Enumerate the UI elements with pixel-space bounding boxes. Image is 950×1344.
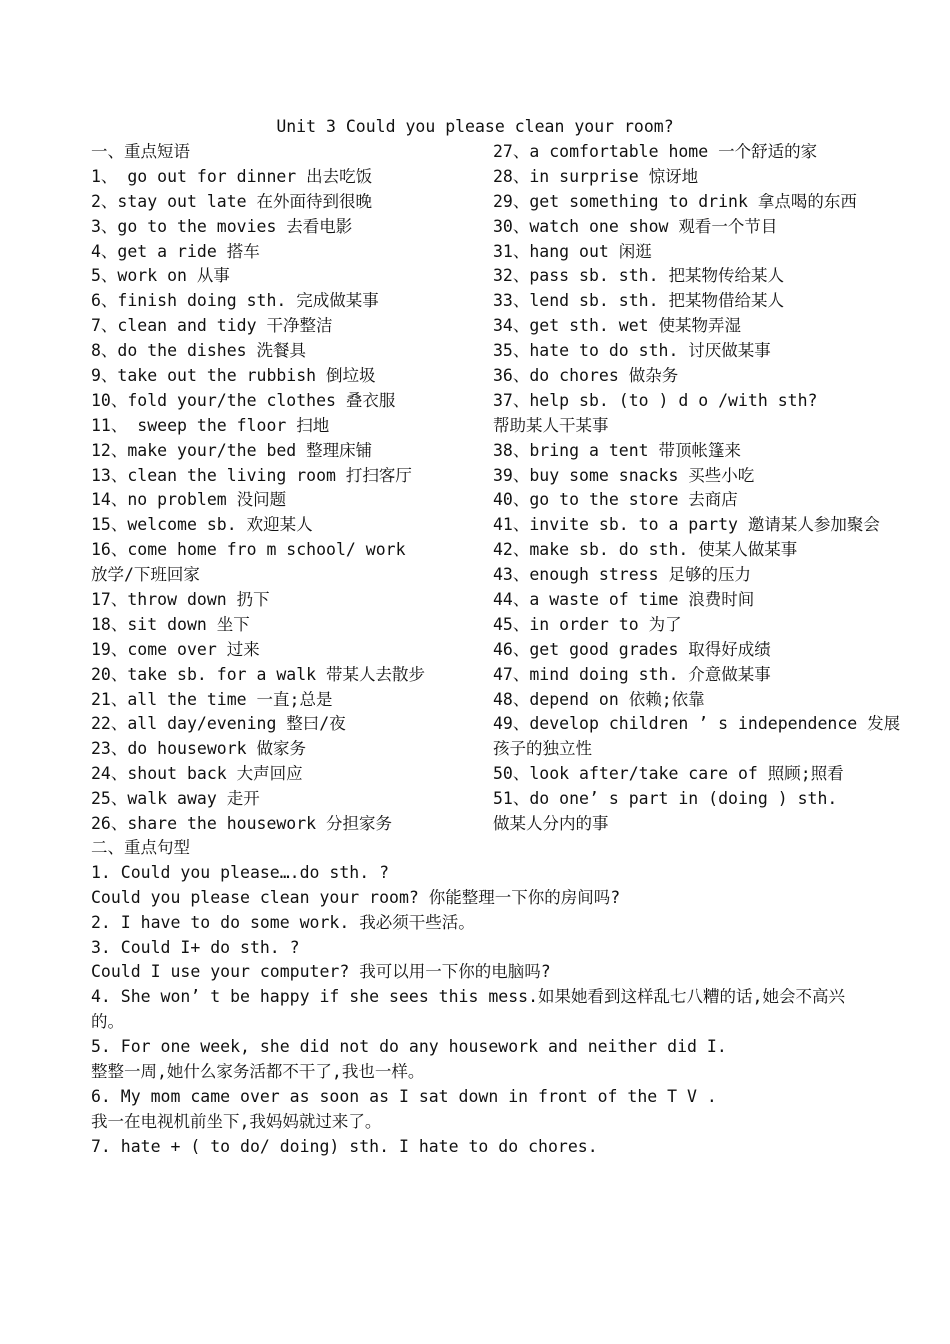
phrase-line: 49、develop children ’ s independence 发展	[493, 714, 901, 734]
sentence-line: 6. My mom came over as soon as I sat down in front of the T V .	[91, 1086, 717, 1106]
phrase-line: 27、a comfortable home 一个舒适的家	[493, 142, 818, 161]
sentence-line: 4. She won’ t be happy if she sees this mess.如果她看到这样乱七八糟的话,她会不高兴	[91, 987, 845, 1007]
phrase-line: 帮助某人干某事	[493, 415, 609, 435]
phrase-line: 14、no problem 没问题	[91, 490, 287, 510]
phrase-line: 21、all the time 一直;总是	[91, 689, 333, 709]
phrase-line: 37、help sb. (to ) d o /with sth?	[493, 390, 818, 410]
phrase-line: 50、look after/take care of 照顾;照看	[493, 764, 844, 784]
sentence-line: 5. For one week, she did not do any housework and neither did I.	[91, 1037, 727, 1057]
phrase-line: 20、take sb. for a walk 带某人去散步	[91, 664, 426, 684]
phrase-line: 38、bring a tent 带顶帐篷来	[493, 440, 742, 460]
phrase-line: 34、get sth. wet 使某物弄湿	[493, 316, 742, 336]
sentence-line: 3. Could I+ do sth. ?	[91, 937, 300, 957]
phrase-line: 10、fold your/the clothes 叠衣服	[91, 390, 396, 410]
phrase-line: 孩子的独立性	[493, 739, 592, 759]
phrase-line: 11、 sweep the floor 扫地	[91, 415, 330, 435]
phrases-left-column	[91, 140, 486, 837]
phrase-line: 46、get good grades 取得好成绩	[493, 639, 771, 659]
sentence-line: 7. hate + ( to do/ doing) sth. I hate to do chores.	[91, 1136, 598, 1156]
section-heading-sentences: 二、重点句型	[91, 838, 190, 857]
phrases-right-column	[493, 140, 901, 837]
phrase-line: 9、take out the rubbish 倒垃圾	[91, 366, 376, 386]
phrase-line: 39、buy some snacks 买些小吃	[493, 465, 755, 485]
phrase-line: 30、watch one show 观看一个节目	[493, 216, 778, 236]
phrase-line: 12、make your/the bed 整理床铺	[91, 440, 373, 460]
phrase-line: 31、hang out 闲逛	[493, 241, 652, 261]
phrase-line: 2、stay out late 在外面待到很晚	[91, 191, 373, 211]
phrase-line: 23、do housework 做家务	[91, 739, 307, 759]
sentence-line: 整整一周,她什么家务活都不干了,我也一样。	[91, 1062, 425, 1082]
sentence-line: 我一在电视机前坐下,我妈妈就过来了。	[91, 1111, 382, 1131]
sentence-line: 的。	[91, 1012, 124, 1032]
phrase-line: 4、get a ride 搭车	[91, 241, 260, 261]
phrase-line: 48、depend on 依赖;依靠	[493, 689, 705, 709]
phrase-line: 44、a waste of time 浪费时间	[493, 590, 755, 610]
phrase-line: 1、 go out for dinner 出去吃饭	[91, 166, 373, 186]
phrase-line: 8、do the dishes 洗餐具	[91, 341, 307, 361]
section-heading-phrases: 一、重点短语	[91, 142, 190, 161]
phrase-line: 7、clean and tidy 干净整洁	[91, 316, 333, 336]
phrase-line: 6、finish doing sth. 完成做某事	[91, 291, 379, 311]
phrase-line: 40、go to the store 去商店	[493, 490, 738, 510]
phrase-line: 22、all day/evening 整曰/夜	[91, 714, 346, 734]
phrase-line: 13、clean the living room 打扫客厅	[91, 465, 412, 485]
phrase-line: 25、walk away 走开	[91, 789, 260, 809]
phrase-line: 43、enough stress 足够的压力	[493, 565, 751, 585]
phrase-line: 放学/下班回家	[91, 565, 200, 585]
phrase-line: 26、share the housework 分担家务	[91, 814, 393, 834]
phrase-line: 18、sit down 坐下	[91, 614, 250, 634]
phrase-line: 15、welcome sb. 欢迎某人	[91, 515, 313, 535]
phrase-line: 29、get something to drink 拿点喝的东西	[493, 191, 857, 211]
phrase-line: 36、do chores 做杂务	[493, 366, 679, 386]
phrase-line: 32、pass sb. sth. 把某物传给某人	[493, 266, 784, 286]
sentence-line: 2. I have to do some work. 我必须干些活。	[91, 912, 475, 932]
sentence-line: Could I use your computer? 我可以用一下你的电脑吗?	[91, 962, 551, 982]
sentence-line: Could you please clean your room? 你能整理一下你的房间吗?	[91, 887, 621, 907]
phrase-line: 5、work on 从事	[91, 266, 230, 286]
phrase-line: 24、shout back 大声回应	[91, 764, 303, 784]
phrase-line: 41、invite sb. to a party 邀请某人参加聚会	[493, 515, 880, 535]
sentence-line: 1. Could you please….do sth. ?	[91, 862, 390, 882]
phrase-line: 19、come over 过来	[91, 639, 260, 659]
key-sentences-section	[91, 836, 891, 1160]
phrase-line: 28、in surprise 惊讶地	[493, 166, 699, 186]
page-title: Unit 3 Could you please clean your room?	[276, 117, 674, 136]
phrase-line: 47、mind doing sth. 介意做某事	[493, 664, 771, 684]
phrase-line: 45、in order to 为了	[493, 614, 682, 634]
phrase-line: 33、lend sb. sth. 把某物借给某人	[493, 291, 784, 311]
phrase-line: 16、come home fro m school/ work	[91, 540, 406, 560]
phrase-line: 17、throw down 扔下	[91, 590, 270, 610]
phrase-line: 做某人分内的事	[493, 814, 609, 834]
phrase-line: 35、hate to do sth. 讨厌做某事	[493, 341, 771, 361]
phrase-line: 42、make sb. do sth. 使某人做某事	[493, 540, 798, 560]
phrase-line: 3、go to the movies 去看电影	[91, 216, 353, 236]
phrase-line: 51、do one’ s part in (doing ) sth.	[493, 789, 838, 809]
